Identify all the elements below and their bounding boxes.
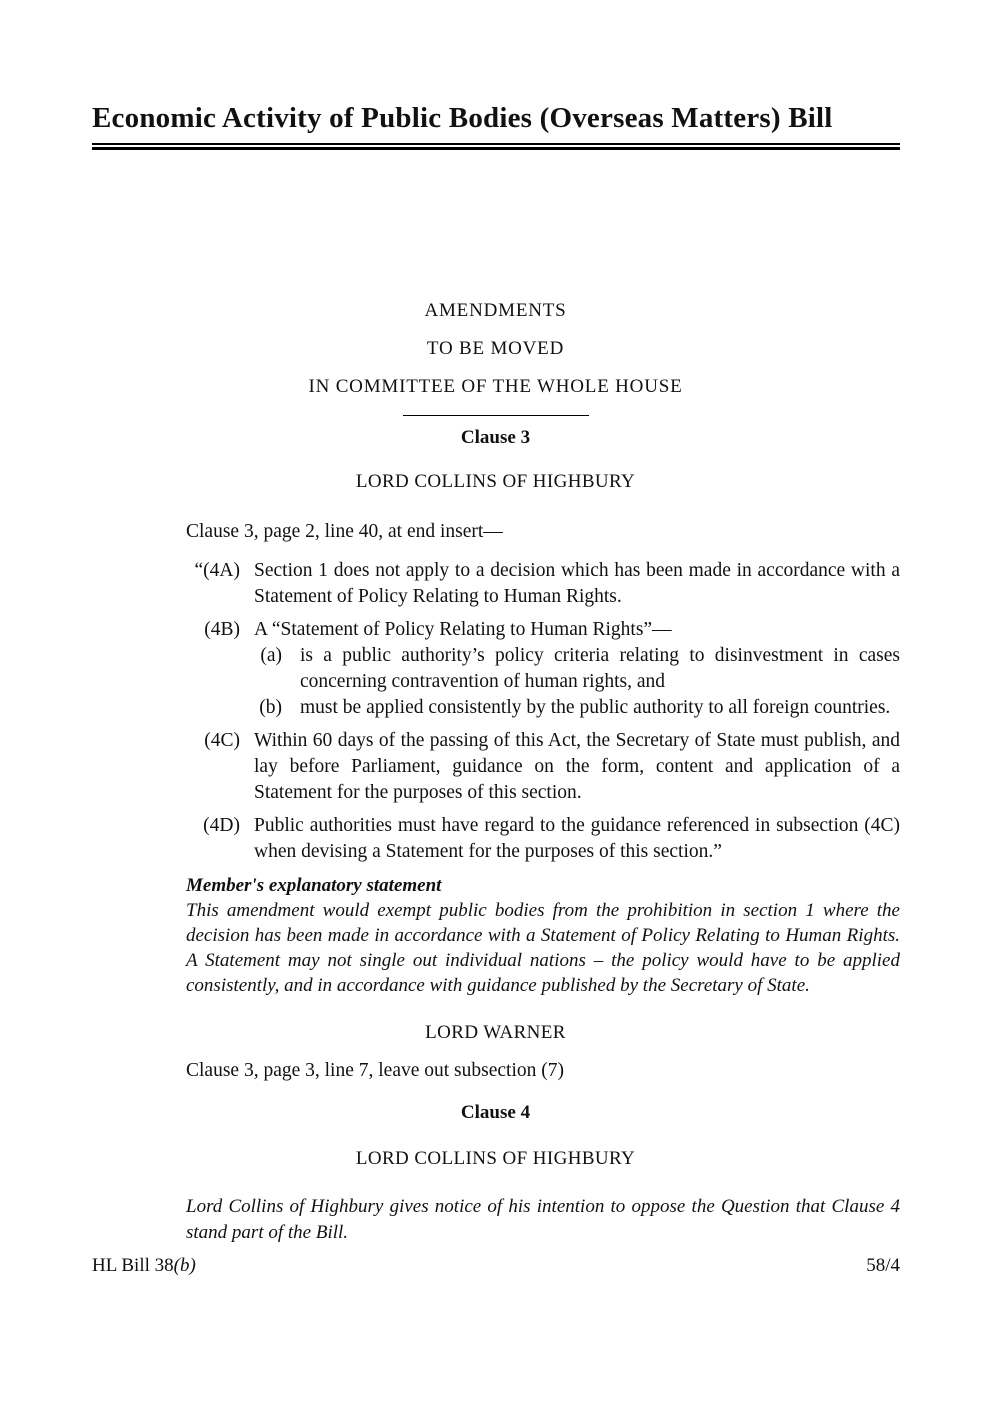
footer-bill-number-roman: HL Bill 38: [92, 1255, 174, 1276]
clause3-heading: Clause 3: [460, 427, 531, 448]
paragraph-a: [254, 643, 900, 695]
title-double-rule: [92, 143, 900, 150]
mover-lord-collins-1: LORD COLLINS OF HIGHBURY: [355, 471, 636, 492]
paragraph-a-label: (a): [260, 645, 282, 666]
subsection-4B-text: A “Statement of Policy Relating to Human Rights”—: [254, 619, 672, 640]
paragraph-b-label: (b): [259, 697, 282, 718]
amendments-heading: AMENDMENTS: [424, 300, 567, 321]
explanatory-statement: [186, 873, 900, 998]
subsection-4C-text: Within 60 days of the passing of this Act, the Secretary of State must publish, and lay before Parliament, guidance on the form, content and application of a Statement for the purposes of this section.: [254, 730, 900, 803]
paragraph-a-text: is a public authority’s policy criteria relating to disinvestment in cases concerning contravention of human rights, and: [300, 645, 900, 692]
committee-heading: IN COMMITTEE OF THE WHOLE HOUSE: [308, 376, 683, 397]
subsection-4B-body: [254, 617, 900, 721]
footer-bill-number: [92, 1255, 196, 1277]
subsection-4D-label: (4D): [203, 815, 240, 836]
subsection-4B-label: (4B): [204, 619, 240, 640]
footer-session-number: 58/4: [866, 1255, 900, 1276]
front-headings: [0, 301, 991, 416]
subsection-4A: [186, 558, 900, 610]
heading-rule: [403, 415, 589, 416]
bill-title: Economic Activity of Public Bodies (Overseas Matters) Bill: [92, 102, 833, 134]
clause4-heading: Clause 4: [460, 1102, 531, 1123]
mover-lord-warner: LORD WARNER: [425, 1022, 566, 1043]
subsection-4C-label: (4C): [204, 730, 240, 751]
subsection-4A-label: “(4A): [194, 560, 240, 581]
paragraph-b-text: must be applied consistently by the public authority to all foreign countries.: [300, 697, 891, 718]
subsection-4D: [186, 813, 900, 865]
footer-bill-number-italic: (b): [173, 1255, 196, 1276]
paragraph-b: [254, 695, 900, 721]
amendment-1-lead: Clause 3, page 2, line 40, at end insert—: [186, 521, 503, 542]
subsection-4B: [186, 617, 900, 721]
explanatory-statement-text: This amendment would exempt public bodies from the prohibition in section 1 where the decision has been made in accordance with a Statement of Policy Relating to Human Rights. A Statement may not single out individual nations – the policy would have to be applied consistently, and in accordance with guidance published by the Secretary of State.: [186, 900, 900, 996]
title-block: [92, 102, 900, 150]
clause4-oppose-notice: Lord Collins of Highbury gives notice of his intention to oppose the Question that Clause 4 stand part of the Bill.: [186, 1196, 900, 1243]
subsection-4C: [186, 728, 900, 806]
subsection-4A-text: Section 1 does not apply to a decision which has been made in accordance with a Statement of Policy Relating to Human Rights.: [254, 560, 900, 607]
page-footer: [92, 1255, 900, 1277]
amendment-1-body: [186, 519, 900, 998]
explanatory-statement-heading: Member's explanatory statement: [186, 875, 442, 896]
to-be-moved-heading: TO BE MOVED: [426, 338, 565, 359]
subsection-4D-text: Public authorities must have regard to the guidance referenced in subsection (4C) when devising a Statement for the purposes of this section.”: [254, 815, 900, 862]
amendment-2-lead: Clause 3, page 3, line 7, leave out subsection (7): [186, 1060, 564, 1081]
mover-lord-collins-2: LORD COLLINS OF HIGHBURY: [355, 1148, 636, 1169]
